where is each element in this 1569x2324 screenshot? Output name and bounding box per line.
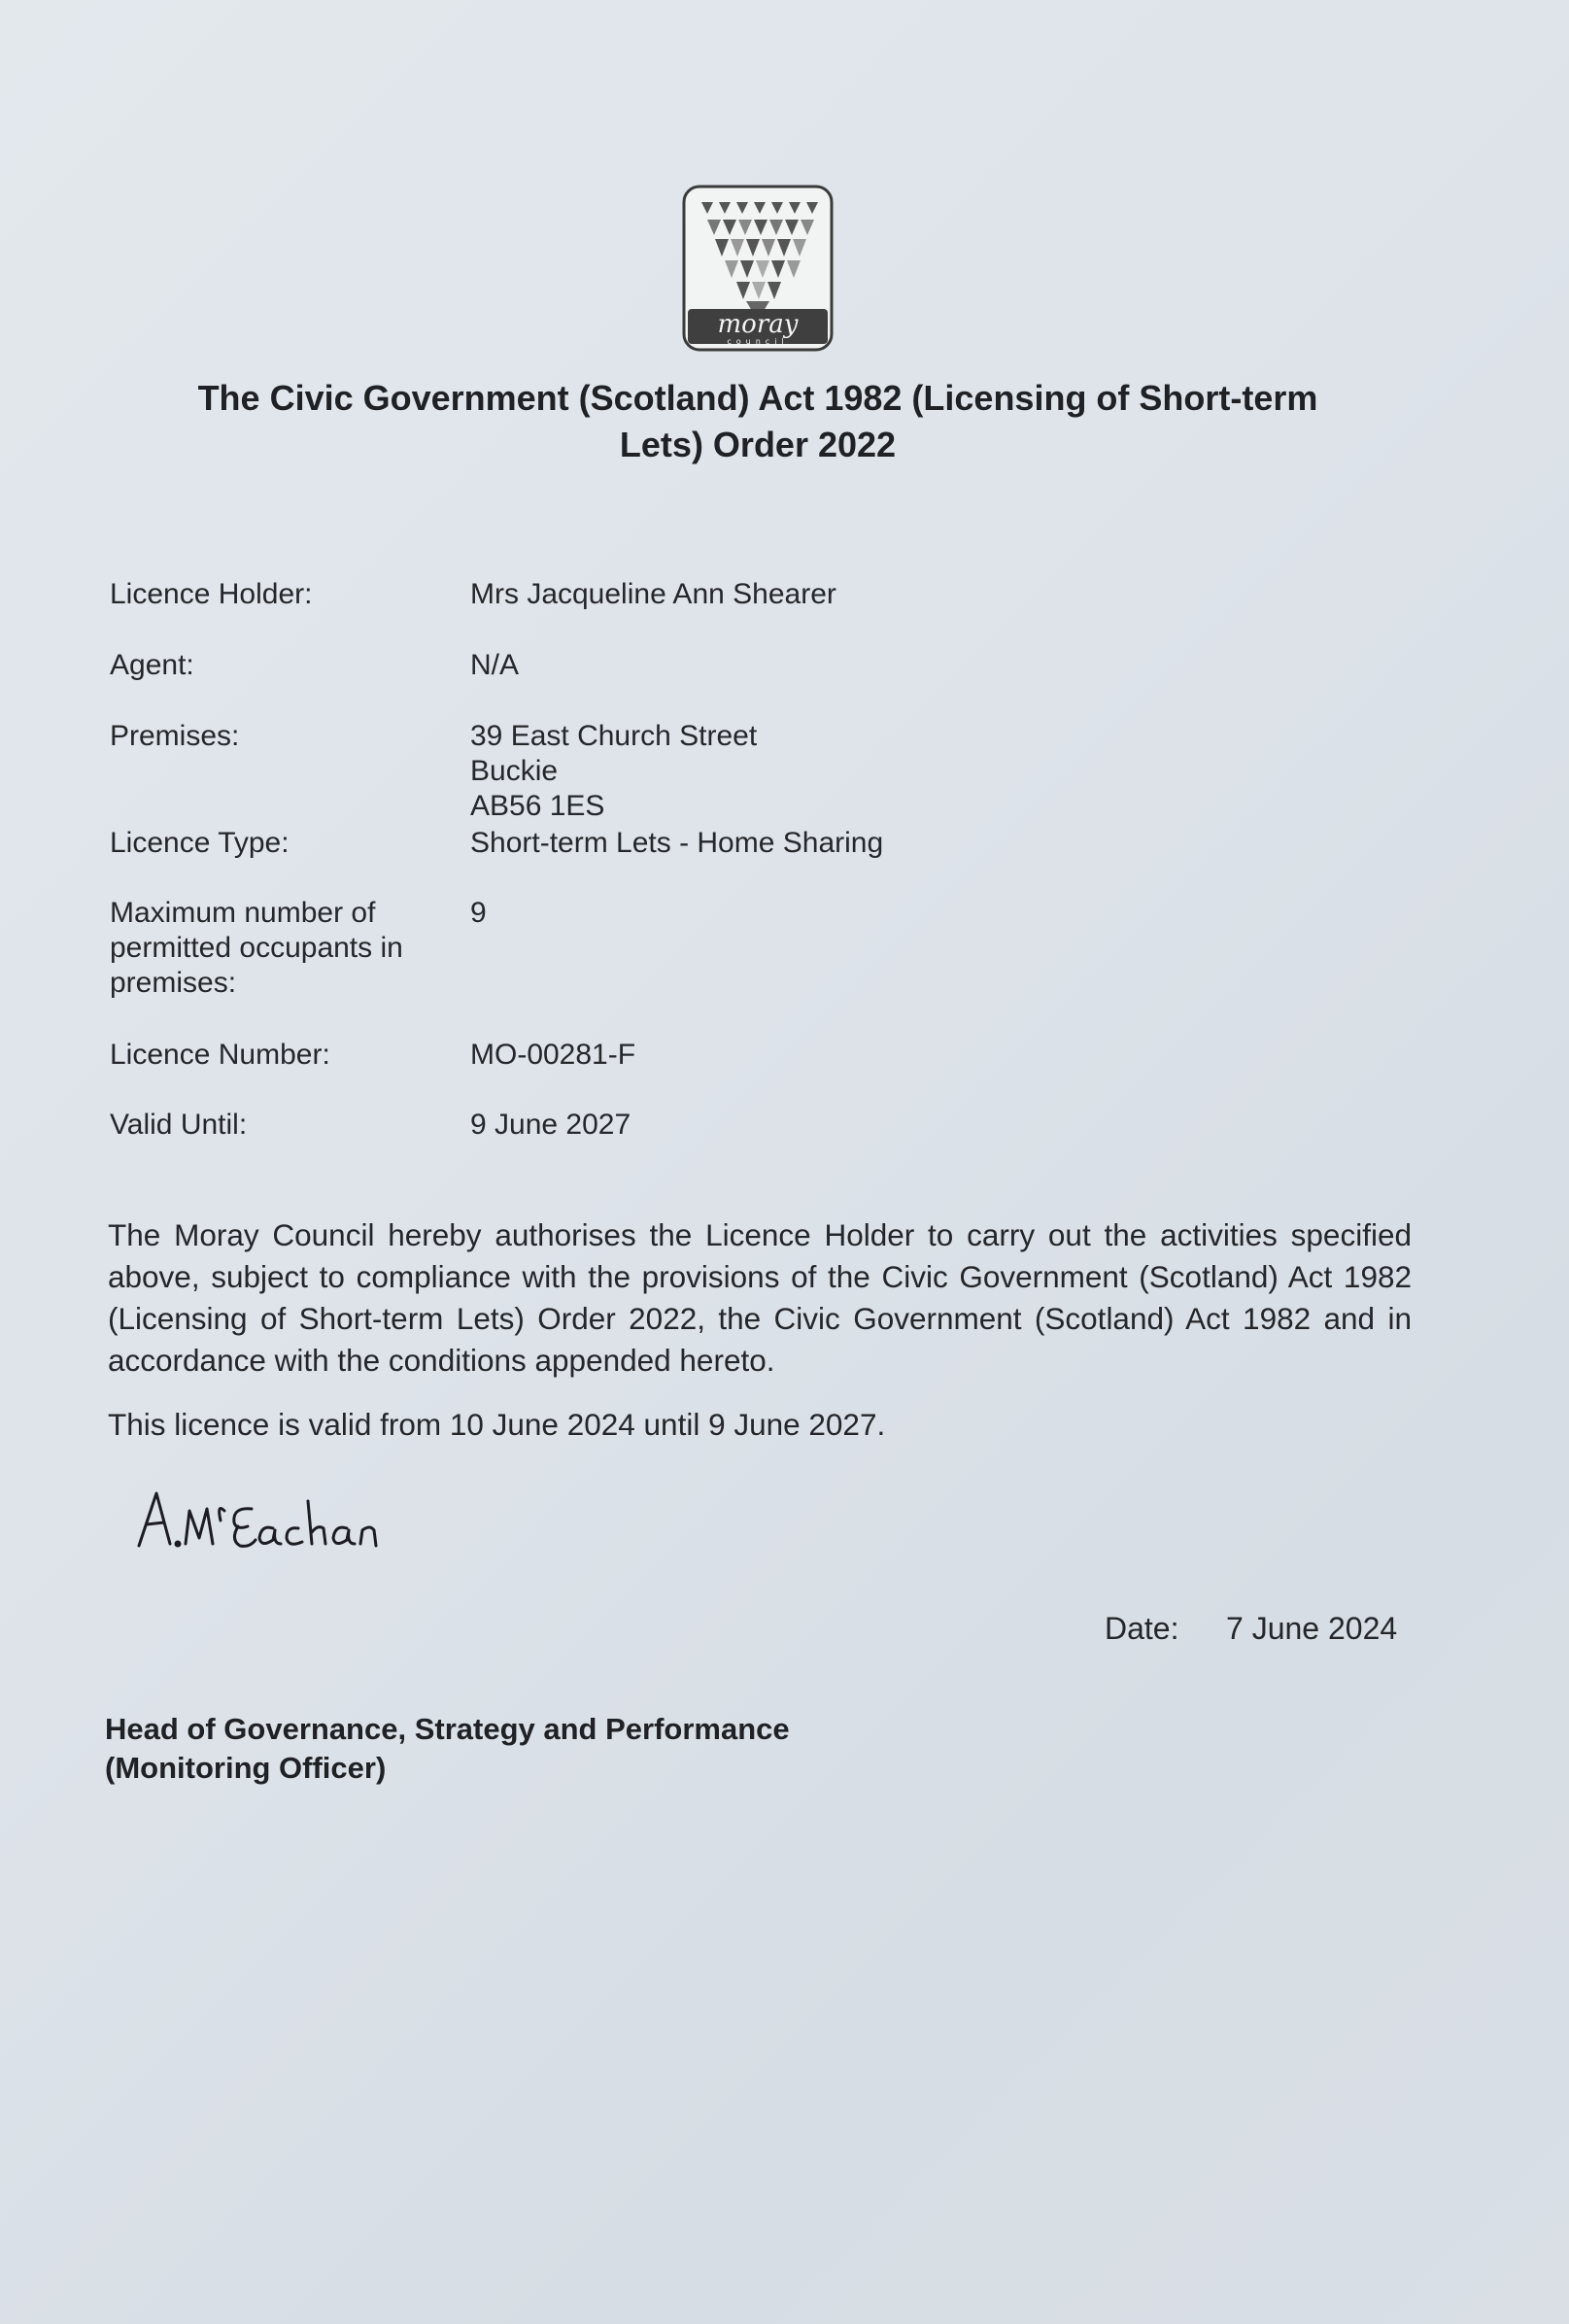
- signatory-title-line-1: Head of Governance, Strategy and Performance: [105, 1712, 790, 1746]
- agent-value: N/A: [470, 649, 520, 681]
- premises-line-3: AB56 1ES: [470, 790, 605, 822]
- licence-holder-label: Licence Holder:: [110, 578, 313, 610]
- licence-type-value: Short-term Lets - Home Sharing: [470, 827, 884, 859]
- title-line-2: Lets) Order 2022: [619, 425, 897, 464]
- valid-until-value: 9 June 2027: [470, 1109, 631, 1141]
- premises-value: [470, 719, 1345, 824]
- title-line-1: The Civic Government (Scotland) Act 1982 (Licensing of Short-term: [197, 378, 1318, 418]
- valid-until-label: Valid Until:: [110, 1109, 248, 1141]
- logo-brand-text: moray: [717, 310, 799, 339]
- document-title: [107, 375, 1409, 468]
- date-label: Date:: [1105, 1611, 1179, 1646]
- logo-sub-text: council: [727, 337, 789, 346]
- moray-council-logo: [682, 185, 834, 352]
- max-occupants-value: 9: [470, 897, 487, 929]
- premises-label: Premises:: [110, 720, 240, 752]
- premises-line-1: 39 East Church Street: [470, 720, 758, 752]
- licence-number-value: MO-00281-F: [470, 1039, 636, 1071]
- max-occupants-label-line-1: Maximum number of: [110, 897, 376, 929]
- licence-number-label: Licence Number:: [110, 1039, 330, 1071]
- max-occupants-label: [110, 896, 440, 1001]
- max-occupants-label-line-2: permitted occupants in: [110, 932, 403, 964]
- date-value: 7 June 2024: [1226, 1611, 1398, 1646]
- validity-statement: This licence is valid from 10 June 2024 until 9 June 2027.: [108, 1407, 886, 1442]
- agent-label: Agent:: [110, 649, 194, 681]
- licence-holder-value: Mrs Jacqueline Ann Shearer: [470, 578, 836, 610]
- licence-type-label: Licence Type:: [110, 827, 290, 859]
- premises-line-2: Buckie: [470, 755, 559, 787]
- signature: [131, 1482, 384, 1559]
- signatory-title-line-2: (Monitoring Officer): [105, 1751, 387, 1785]
- signatory-title: [105, 1710, 979, 1788]
- authorisation-paragraph: The Moray Council hereby authorises the Licence Holder to carry out the activities specified above, subject to compliance with the provisions of the Civic Government (Scotland) Act 1982 (Licensing of Short-term Lets) Order 2022, the Civic Government (Scotland) Act 1982 and in accordance with the conditions appended hereto.: [108, 1217, 1412, 1378]
- max-occupants-label-line-3: premises:: [110, 967, 237, 999]
